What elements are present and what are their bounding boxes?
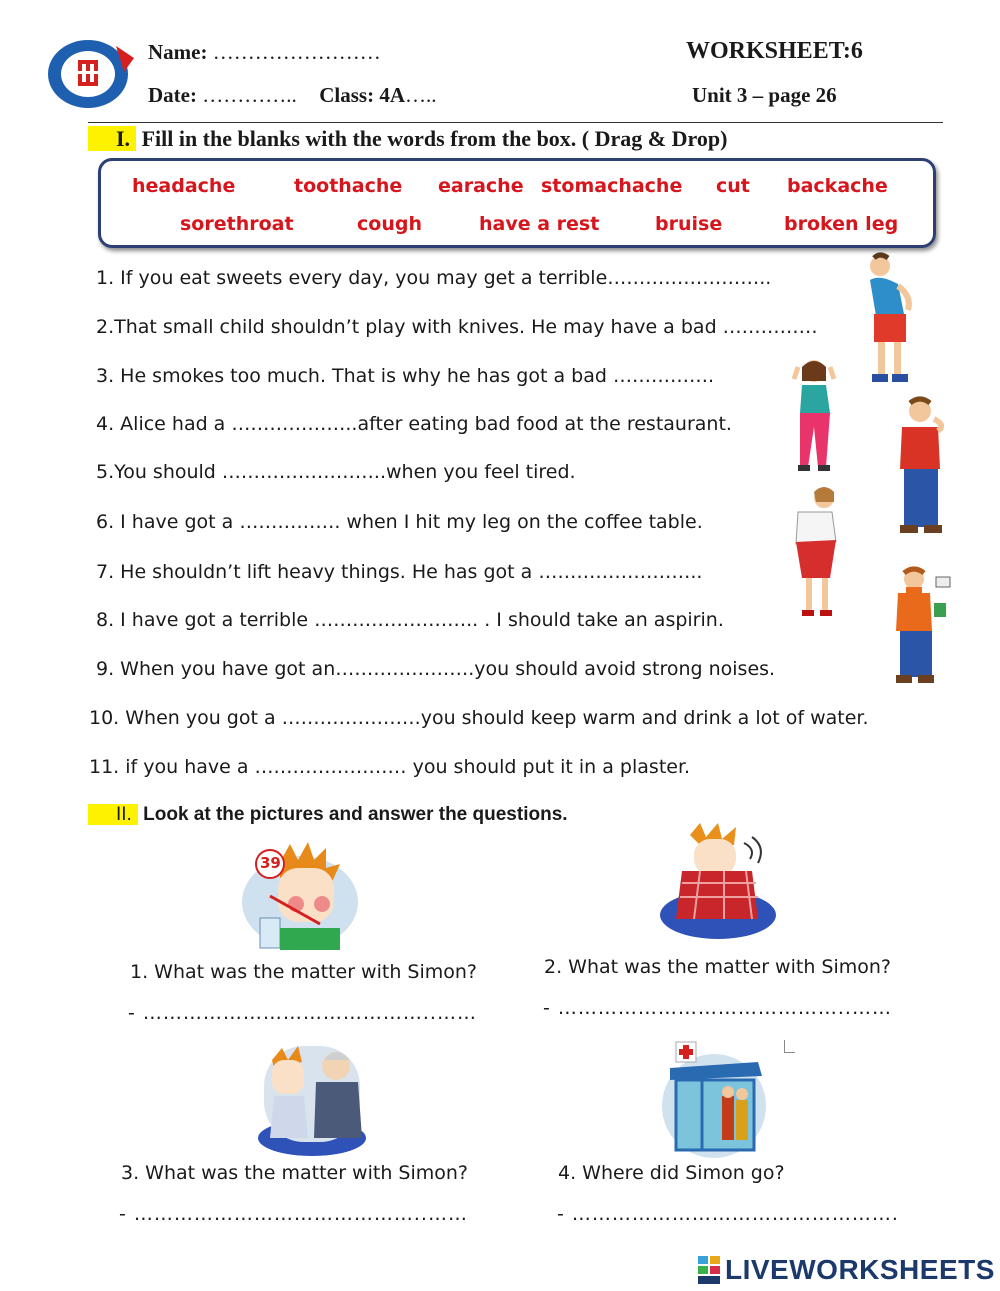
word-cut[interactable]: cut [716,175,750,197]
section2-heading [88,804,568,826]
section1-heading [88,126,727,152]
hospital-entrance-picture [662,1036,766,1158]
date-label: Date: [148,83,197,107]
sick-man-medicine-illustration [888,565,960,690]
question-6: 6. I have got a ……………. when I hit my leg on the coffee table. [96,511,703,533]
question-10: 10. When you got a ………………….you should keep warm and drink a lot of water. [89,707,869,729]
question-4: 4. Alice had a ………………..after eating bad food at the restaurant. [96,413,732,435]
word-stomachache[interactable]: stomachache [541,175,683,197]
headache-woman-illustration [786,357,850,482]
name-label: Name: [148,40,208,64]
thermometer-reading: 39 [260,854,281,872]
header-divider [88,122,943,123]
question-9: 9. When you have got an………………….you should avoid strong noises. [96,658,776,680]
stomachache-woman-illustration [782,482,854,622]
section2-number: II. [88,804,138,825]
section2-question-3: 3. What was the matter with Simon? [121,1162,469,1184]
class-label: Class: 4A [319,83,405,107]
question-8: 8. I have got a terrible …………………….. . I should take an aspirin. [96,609,724,631]
word-sorethroat[interactable]: sorethroat [180,213,294,235]
doctor-visit-picture [258,1038,366,1156]
question-5: 5.You should ……………………..when you feel tired. [96,461,576,483]
name-line [148,40,381,65]
liveworksheets-brand: LIVEWORKSHEETS [725,1254,995,1285]
date-field[interactable]: ………….. [202,83,297,107]
section2-question-2: 2. What was the matter with Simon? [544,956,892,978]
word-broken-leg[interactable]: broken leg [784,213,899,235]
question-3: 3. He smokes too much. That is why he has got a bad ……………. [96,365,714,387]
worksheet-title: WORKSHEET:6 [686,38,863,64]
section1-number: I. [88,126,136,151]
word-cough[interactable]: cough [357,213,422,235]
cough-man-illustration [888,395,960,545]
section1-title: Fill in the blanks with the words from the box. ( Drag & Drop) [141,126,728,151]
section2-title: Look at the pictures and answer the questions. [143,804,568,825]
section2-answer-3[interactable]: - ……………………………………..…… [119,1203,468,1225]
question-2: 2.That small child shouldn’t play with knives. He may have a bad …………… [96,316,818,338]
section2-answer-1[interactable]: - ……………………………………..…… [128,1002,477,1024]
question-11: 11. if you have a …………………… you should put it in a plaster. [89,756,691,778]
section2-answer-4[interactable]: - …………………………………………. [557,1203,899,1225]
name-field[interactable]: …………………… [212,40,381,64]
fever-boy-picture [240,838,360,950]
liveworksheets-icon [698,1256,722,1284]
section2-question-4: 4. Where did Simon go? [558,1162,785,1184]
liveworksheets-logo [698,1253,995,1287]
word-earache[interactable]: earache [438,175,524,197]
word-backache[interactable]: backache [787,175,888,197]
word-headache[interactable]: headache [132,175,236,197]
backache-man-illustration [858,252,928,390]
word-toothache[interactable]: toothache [294,175,403,197]
school-logo [44,38,138,110]
section2-answer-2[interactable]: - ……………………………………..…… [543,997,892,1019]
cold-boy-picture [660,823,778,941]
date-line [148,83,437,108]
unit-label: Unit 3 – page 26 [692,83,837,107]
word-have-a-rest[interactable]: have a rest [479,213,600,235]
word-bruise[interactable]: bruise [655,213,723,235]
question-7: 7. He shouldn’t lift heavy things. He has got a …………………….. [96,561,703,583]
section2-question-1: 1. What was the matter with Simon? [130,961,478,983]
class-field[interactable]: ….. [405,83,437,107]
corner-mark [784,1040,795,1053]
question-1: 1. If you eat sweets every day, you may get a terrible…………………….. [96,267,772,289]
